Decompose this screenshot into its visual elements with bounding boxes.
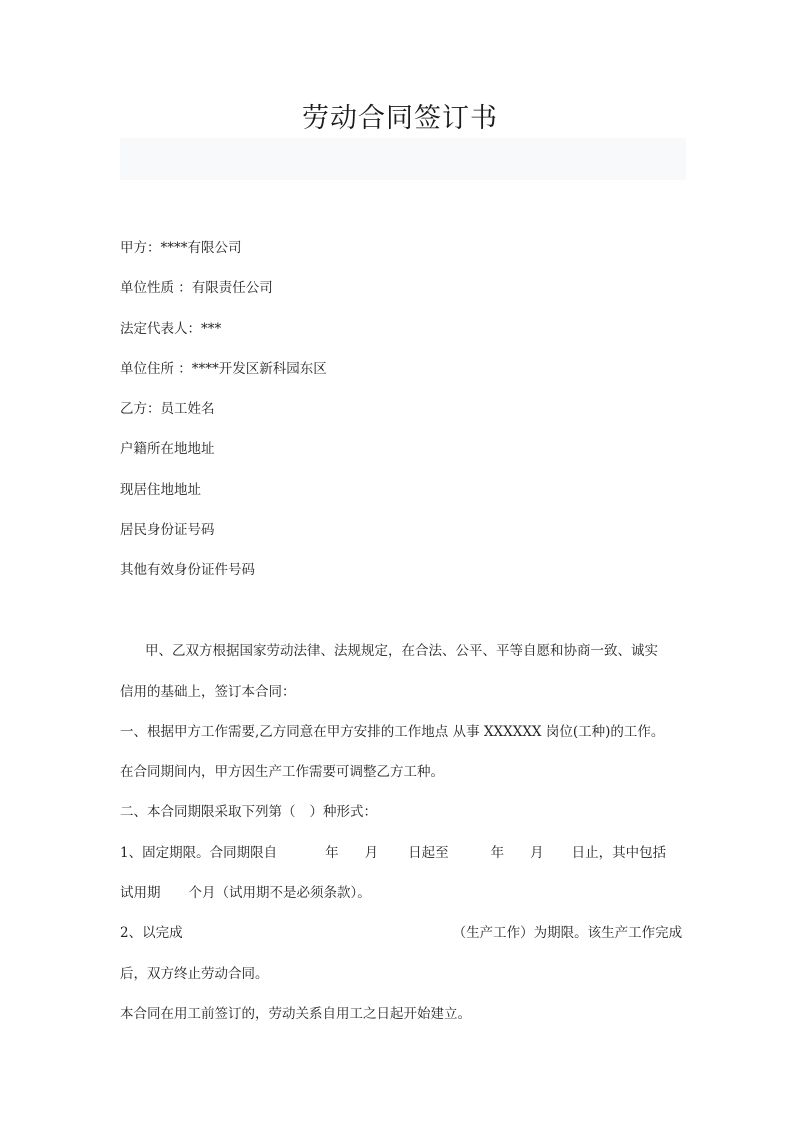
unit-nature: 单位性质 ：有限责任公司 <box>120 280 273 296</box>
probation-note: 个月（试用期不是必须条款）。 <box>188 885 371 901</box>
end-month-label: 月 <box>530 845 544 861</box>
clause-2-heading-pre: 二、本合同期限采取下列第（ <box>120 804 296 820</box>
clause-2-heading <box>120 800 377 820</box>
closing-statement: 本合同在用工前签订的，劳动关系自用工之日起开始建立。 <box>120 1006 471 1022</box>
current-address: 现居住地地址 <box>120 482 201 498</box>
preamble-line-2: 信用的基础上，签订本合同： <box>120 684 296 700</box>
party-b-name: 乙方：员工姓名 <box>120 401 215 417</box>
other-id-number: 其他有效身份证件号码 <box>120 562 255 578</box>
task-term-line-1 <box>120 921 682 941</box>
end-year-label: 年 <box>490 845 505 861</box>
document-title: 劳动合同签订书 <box>302 103 498 134</box>
clause-1-line-1: 一、根据甲方工作需要,乙方同意在甲方安排的工作地点 从事 XXXXXX 岗位(工种)的工作。 <box>120 724 665 740</box>
clause-2-heading-post: ）种形式： <box>309 804 377 820</box>
task-term-suffix: （生产工作）为期限。该生产工作完成 <box>452 925 683 941</box>
title-underlay <box>120 138 686 180</box>
clause-1-line-2: 在合同期间内，甲方因生产工作需要可调整乙方工种。 <box>120 764 444 780</box>
unit-address: 单位住所 ：****开发区新科园东区 <box>120 361 327 377</box>
id-card-number: 居民身份证号码 <box>120 522 215 538</box>
legal-representative: 法定代表人：*** <box>120 321 222 337</box>
start-day-label: 日起至 <box>408 845 449 861</box>
fixed-term-line-2 <box>120 881 371 901</box>
task-term-label: 2、以完成 <box>120 925 183 941</box>
start-month-label: 月 <box>364 845 379 861</box>
fixed-term-start-label: 1、固定期限。合同期限自 <box>120 845 278 861</box>
party-a-name: 甲方：****有限公司 <box>120 240 242 256</box>
task-term-line-2: 后，双方终止劳动合同。 <box>120 966 269 982</box>
probation-label: 试用期 <box>120 885 161 901</box>
end-day-label: 日止，其中包括 <box>571 845 667 861</box>
preamble-line-1: 甲、乙双方根据国家劳动法律、法规规定，在合法、公平、平等自愿和协商一致、诚实 <box>145 643 658 659</box>
start-year-label: 年 <box>325 845 339 861</box>
fixed-term-line-1 <box>120 841 666 861</box>
household-address: 户籍所在地地址 <box>120 441 215 457</box>
